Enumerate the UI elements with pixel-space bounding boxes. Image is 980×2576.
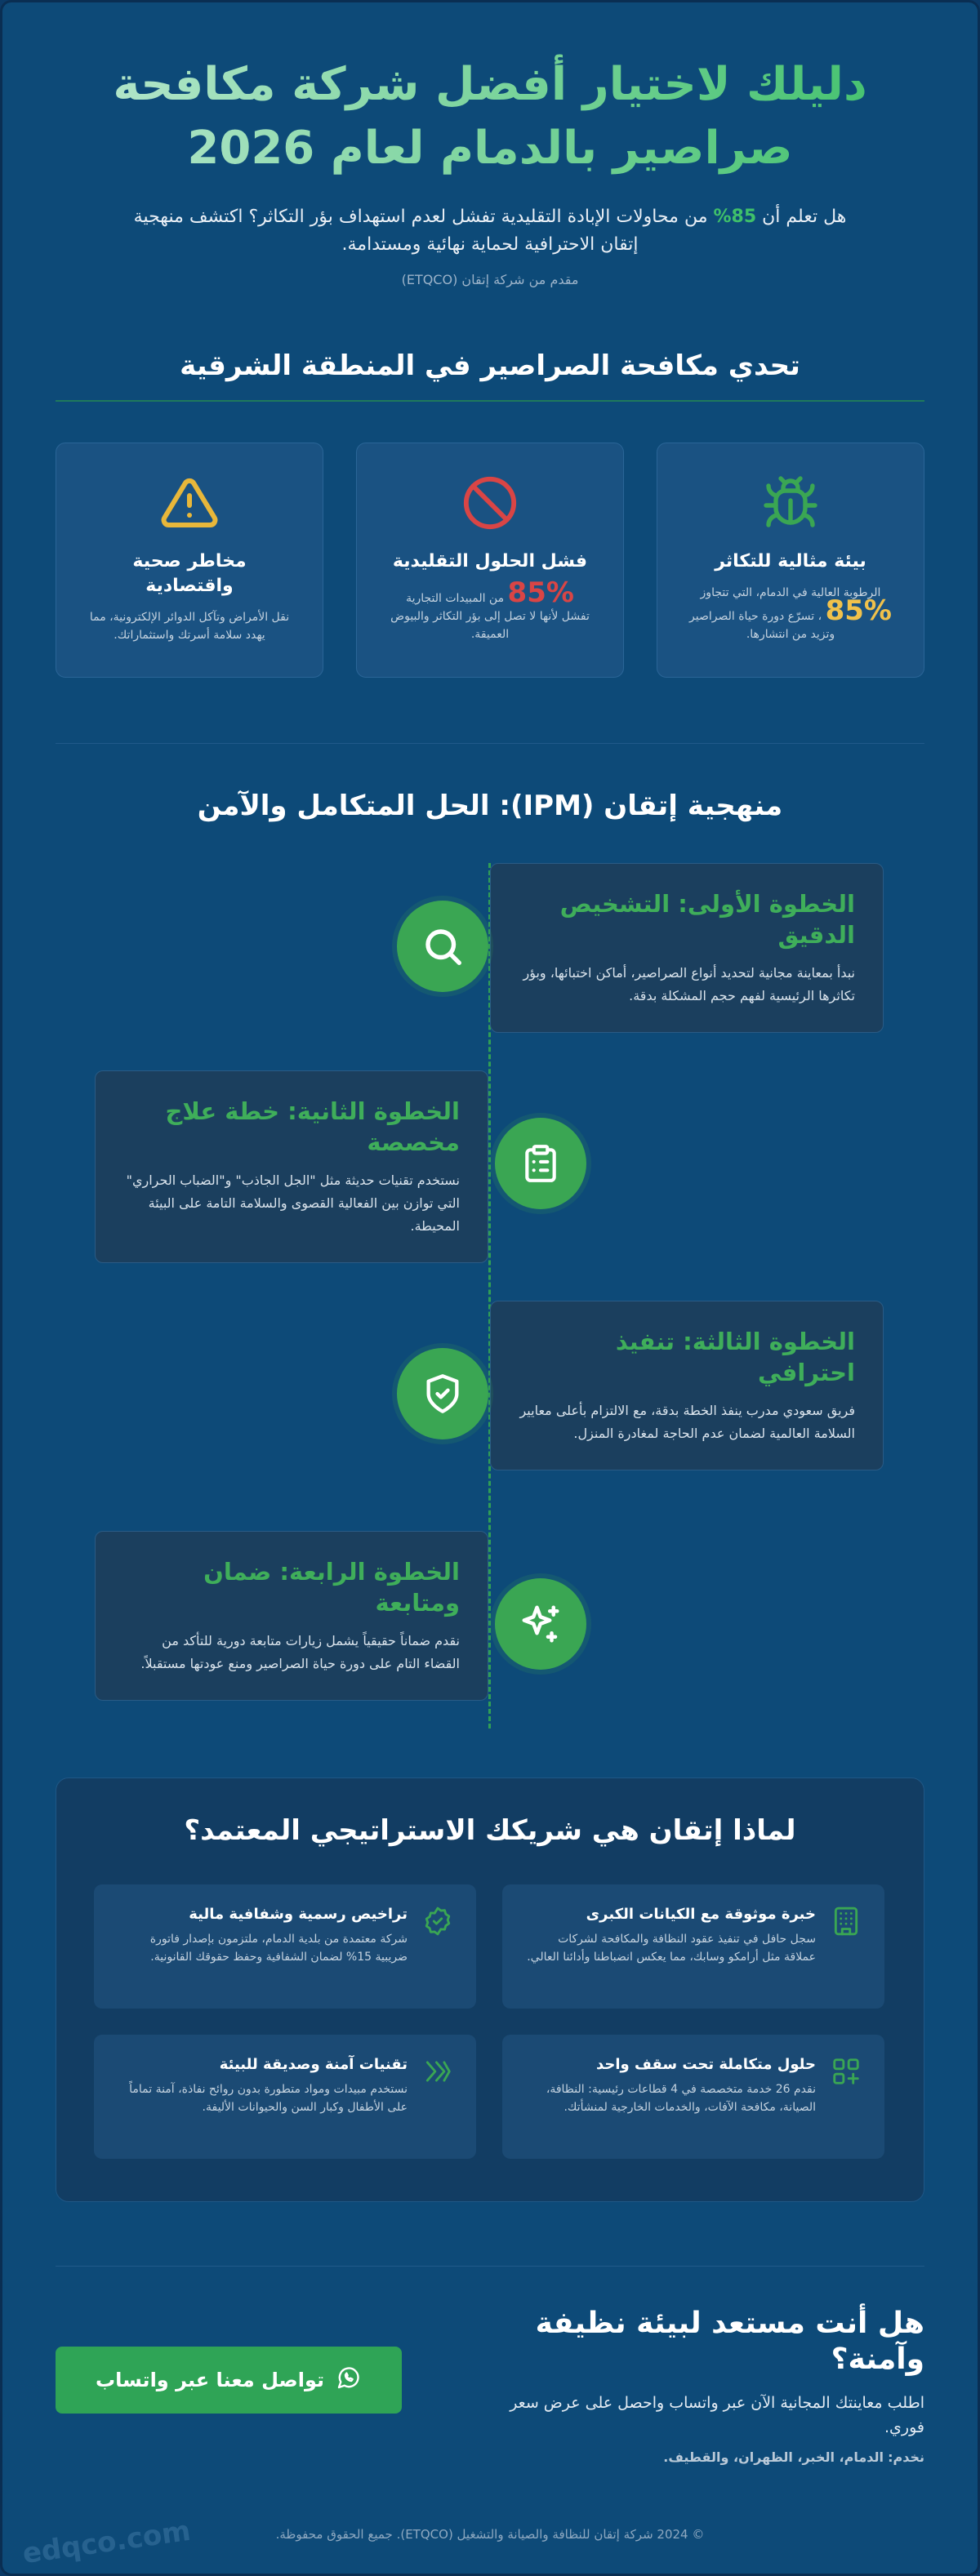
footer-copyright: © 2024 شركة إتقان للنظافة والصيانة والتشغيل (ETQCO). جميع الحقوق محفوظة. bbox=[275, 2527, 705, 2542]
leaf-arrows-icon bbox=[421, 2054, 453, 2090]
hero-section bbox=[2, 2, 978, 287]
why-item-text: شركة معتمدة من بلدية الدمام، ملتزمون بإصدار فاتورة ضريبية 15% لضمان الشفافية وحفظ حقوقك القانونية. bbox=[149, 1933, 408, 1964]
cta-title: هل أنت مستعد لبيئة نظيفة وآمنة؟ bbox=[535, 2307, 924, 2376]
card-title: بيئة مثالية للتكاثر bbox=[715, 551, 866, 572]
lead-suffix: من محاولات الإبادة التقليدية تفشل لعدم استهداف بؤر التكاثر؟ اكتشف منهجية إتقان الاحترافية لحماية نهائية ومستدامة. bbox=[133, 207, 714, 255]
card-stat: 85% bbox=[825, 594, 892, 627]
section-divider bbox=[56, 743, 924, 744]
timeline-step-3 bbox=[490, 1301, 884, 1470]
section-divider bbox=[56, 2266, 924, 2267]
cta-section bbox=[56, 2306, 924, 2465]
step-title: الخطوة الثانية: خطة علاج مخصصة bbox=[165, 1097, 460, 1156]
why-item-integrated bbox=[502, 2035, 884, 2159]
card-text bbox=[687, 584, 894, 643]
timeline-step-4 bbox=[95, 1531, 488, 1701]
timeline-step-1 bbox=[490, 863, 884, 1033]
step-text: نبدأ بمعاينة مجانية لتحديد أنواع الصراصير، أماكن اختبائها، وبؤر تكاثرها الرئيسية لفهم حجم المشكلة بدقة. bbox=[523, 965, 855, 1003]
card-text-after: ، تسرّع دورة حياة الصراصير وتزيد من انتشارها. bbox=[689, 610, 835, 641]
step-text: نستخدم تقنيات حديثة مثل "الجل الجاذب" و"الضباب الحراري" التي توازن بين الفعالية القصوى والسلامة التامة على البيئة المحيطة. bbox=[126, 1172, 460, 1234]
badge-check-icon bbox=[421, 1904, 453, 1940]
service-areas-label: نخدم: bbox=[888, 2449, 924, 2465]
challenge-cards bbox=[56, 443, 924, 678]
timeline-step-2 bbox=[95, 1070, 488, 1263]
card-text-before: الرطوبة العالية في الدمام، التي تتجاوز bbox=[700, 586, 881, 599]
hero-lead bbox=[131, 203, 849, 259]
whatsapp-button-label: تواصل معنا عبر واتساب bbox=[96, 2369, 325, 2391]
shield-check-icon bbox=[397, 1348, 488, 1439]
step-title: الخطوة الرابعة: ضمان ومتابعة bbox=[203, 1558, 460, 1617]
why-item-experience bbox=[502, 1884, 884, 2009]
step-text: فريق سعودي مدرب ينفذ الخطة بدقة، مع الالتزام بأعلى معايير السلامة العالمية لضمان عدم الحاجة لمغادرة المنزل. bbox=[519, 1403, 855, 1441]
lead-highlight-stat: 85% bbox=[713, 207, 757, 227]
why-item-title: تقنيات آمنة وصديقة للبيئة bbox=[219, 2056, 408, 2073]
why-item-eco bbox=[94, 2035, 476, 2159]
why-item-text: نقدم 26 خدمة متخصصة في 4 قطاعات رئيسية: النظافة، الصيانة، مكافحة الآفات، والخدمات الخارجية لمنشأتك. bbox=[546, 2083, 816, 2114]
card-title: فشل الحلول التقليدية bbox=[392, 551, 588, 572]
challenge-card-risks bbox=[56, 443, 323, 678]
watermark: edqco.com bbox=[20, 2514, 193, 2571]
why-item-title: حلول متكاملة تحت سقف واحد bbox=[595, 2056, 816, 2073]
challenge-section-title: تحدي مكافحة الصراصير في المنطقة الشرقية bbox=[56, 349, 924, 402]
why-item-text: سجل حافل في تنفيذ عقود النظافة والمكافحة لشركات عملاقة مثل أرامكو وسابك، مما يعكس انضباطنا وأدائنا العالي. bbox=[527, 1933, 816, 1964]
card-stat: 85% bbox=[507, 576, 574, 609]
service-areas-list: الدمام، الخبر، الظهران، والقطيف. bbox=[663, 2449, 884, 2465]
ban-icon bbox=[386, 471, 594, 535]
challenge-card-breeding bbox=[657, 443, 924, 678]
warning-icon bbox=[86, 471, 293, 535]
service-areas bbox=[500, 2449, 924, 2465]
card-text-after: تفشل لأنها لا تصل إلى بؤر التكاثر والبيوض العميقة. bbox=[390, 610, 590, 641]
search-icon bbox=[397, 901, 488, 992]
why-item-text: نستخدم مبيدات ومواد متطورة بدون روائح نفاذة، آمنة تماماً على الأطفال وكبار السن والحيوانات الأليفة. bbox=[129, 2083, 408, 2114]
card-text-before: من المبيدات التجارية bbox=[406, 592, 505, 605]
why-section-title: لماذا إتقان هي شريكك الاستراتيجي المعتمد؟ bbox=[184, 1814, 796, 1847]
cta-text-block bbox=[500, 2306, 924, 2465]
lead-prefix: هل تعلم أن bbox=[756, 207, 847, 227]
card-text: نقل الأمراض وتآكل الدوائر الإلكترونية، مما يهدد سلامة أسرتك واستثماراتك. bbox=[89, 611, 290, 642]
whatsapp-contact-button[interactable] bbox=[56, 2347, 402, 2414]
why-item-title: تراخيص رسمية وشفافية مالية bbox=[189, 1906, 408, 1923]
clipboard-icon bbox=[495, 1118, 586, 1209]
step-title: الخطوة الثالثة: تنفيذ احترافي bbox=[615, 1328, 855, 1386]
card-title: مخاطر صحية واقتصادية bbox=[132, 551, 247, 596]
step-text: نقدم ضماناً حقيقياً يشمل زيارات متابعة دورية للتأكد من القضاء التام على دورة حياة الصراصير ومنع عودتها مستقبلاً. bbox=[140, 1633, 460, 1671]
ipm-section-title: منهجية إتقان (IPM): الحل المتكامل والآمن bbox=[197, 790, 783, 822]
cta-description: اطلب معاينتك المجانية الآن عبر واتساب واحصل على عرض سعر فوري. bbox=[510, 2394, 924, 2436]
page-title: دليلك لاختيار أفضل شركة مكافحة صراصير بالدمام لعام 2026 bbox=[49, 53, 931, 180]
why-grid bbox=[96, 1884, 884, 2159]
challenge-card-traditional bbox=[356, 443, 624, 678]
whatsapp-icon bbox=[336, 2365, 362, 2396]
ipm-timeline bbox=[56, 863, 924, 1745]
grid-plus-icon bbox=[829, 2054, 862, 2090]
sparkles-icon bbox=[495, 1578, 586, 1670]
provider-credit: مقدم من شركة إتقان (ETQCO) bbox=[401, 272, 579, 287]
building-icon bbox=[829, 1904, 862, 1940]
card-text bbox=[386, 576, 594, 643]
why-item-licenses bbox=[94, 1884, 476, 2009]
bug-icon bbox=[687, 471, 894, 535]
why-section bbox=[56, 1777, 924, 2202]
why-item-title: خبرة موثوقة مع الكيانات الكبرى bbox=[586, 1906, 816, 1923]
step-title: الخطوة الأولى: التشخيص الدقيق bbox=[559, 890, 855, 949]
